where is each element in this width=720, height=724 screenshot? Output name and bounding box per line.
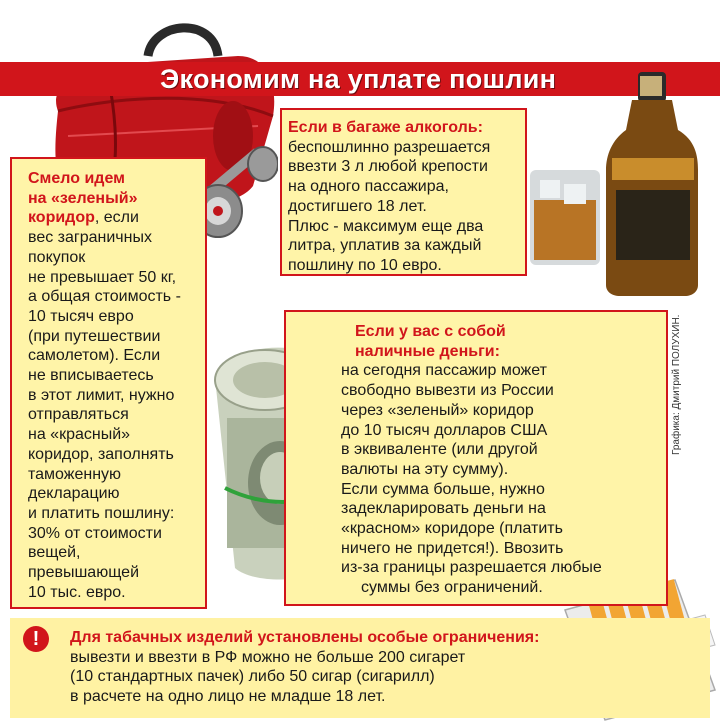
alcohol-line: на одного пассажира,: [288, 178, 449, 196]
cash-line: ничего не придется!). Ввозить: [341, 539, 564, 557]
green-line: декларацию: [28, 485, 120, 503]
green-line: не вписываетесь: [28, 367, 154, 385]
cash-line: свободно вывезти из России: [341, 382, 554, 400]
tobacco-line: в расчете на одно лицо не младше 18 лет.: [70, 687, 386, 705]
graphics-credit: Графика: Дмитрий ПОЛУХИН.: [671, 314, 682, 455]
alcohol-line: пошлину по 10 евро.: [288, 256, 442, 274]
cash-line: «красном» коридоре (платить: [341, 520, 563, 538]
cash-line: Если сумма больше, нужно: [341, 480, 545, 498]
green-line: (при путешествии: [28, 327, 161, 345]
tobacco-text: [70, 628, 690, 706]
green-line: не превышает 50 кг,: [28, 268, 177, 286]
cash-text: [341, 322, 663, 598]
green-line: вещей,: [28, 544, 81, 562]
green-line: самолетом). Если: [28, 347, 161, 365]
tobacco-line: вывезти и ввезти в РФ можно не больше 200 сигарет: [70, 648, 466, 666]
green-line: а общая стоимость -: [28, 288, 181, 306]
green-heading-line: [28, 208, 203, 228]
page-title: Экономим на уплате пошлин: [160, 64, 557, 94]
alcohol-line: литра, уплатив за каждый: [288, 237, 482, 255]
cash-line: на сегодня пассажир может: [341, 362, 547, 380]
alcohol-line: беспошлинно разрешается: [288, 138, 491, 156]
cash-line: через «зеленый» коридор: [341, 401, 534, 419]
green-heading-line: Смело идем: [28, 170, 125, 187]
alcohol-heading: Если в багаже алкоголь:: [288, 119, 483, 136]
alcohol-line: достигшего 18 лет.: [288, 197, 427, 215]
cash-line: валюты на эту сумму).: [341, 460, 509, 478]
green-heading-word: коридор: [28, 209, 95, 227]
alcohol-text: [288, 118, 522, 276]
alcohol-line: Плюс - максимум еще два: [288, 217, 484, 235]
cash-line: из-за границы разрешается любые: [341, 559, 602, 577]
alcohol-line: ввезти 3 л любой крепости: [288, 158, 488, 176]
green-line: на «красный»: [28, 426, 131, 444]
green-line: отправляться: [28, 406, 129, 424]
alcohol-illustration: [520, 70, 710, 300]
cash-heading: наличные деньги:: [355, 342, 500, 360]
green-heading-tail: , если: [94, 209, 139, 227]
warning-icon: !: [23, 626, 49, 652]
green-corridor-text: [28, 169, 203, 602]
green-line: покупок: [28, 248, 86, 266]
green-line: превышающей: [28, 564, 140, 582]
green-line: вес заграничных: [28, 229, 152, 247]
cash-line: в эквиваленте (или другой: [341, 441, 538, 459]
cash-line: до 10 тысяч долларов США: [341, 421, 548, 439]
green-line: 10 тысяч евро: [28, 307, 134, 325]
tobacco-heading: Для табачных изделий установлены особые ограничения:: [70, 629, 540, 646]
green-line: в этот лимит, нужно: [28, 386, 175, 404]
green-line: 10 тыс. евро.: [28, 583, 126, 601]
green-line: 30% от стоимости: [28, 524, 162, 542]
tobacco-line: (10 стандартных пачек) либо 50 сигар (сигарилл): [70, 668, 435, 685]
green-line: коридор, заполнять: [28, 445, 174, 463]
green-heading-line: на «зеленый»: [28, 189, 138, 207]
cash-line: задекларировать деньги на: [341, 500, 546, 518]
green-line: и платить пошлину:: [28, 504, 175, 522]
cash-line: суммы без ограничений.: [361, 579, 543, 597]
green-line: таможенную: [28, 465, 122, 483]
cash-heading: Если у вас с собой: [355, 323, 506, 340]
